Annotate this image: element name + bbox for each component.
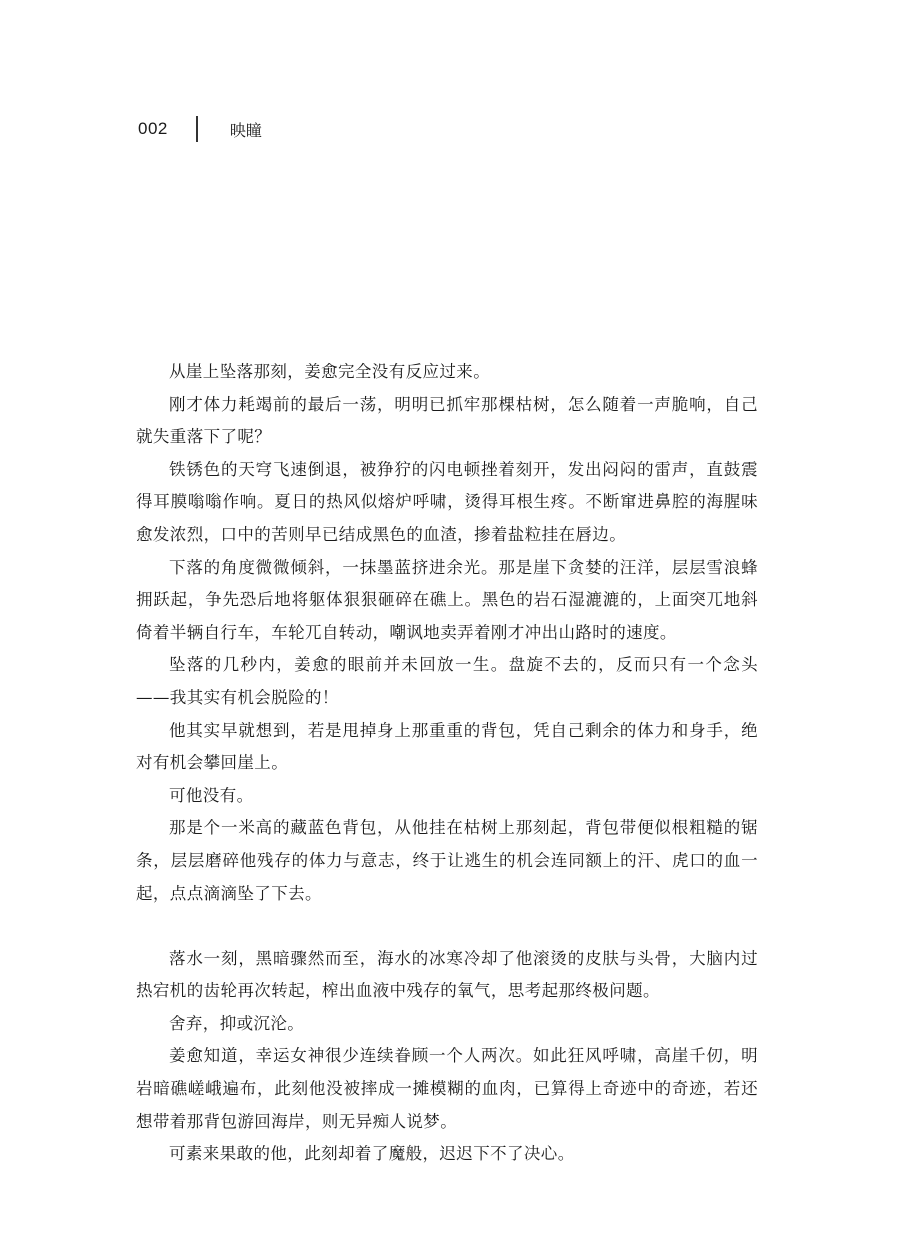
paragraph: 那是个一米高的藏蓝色背包，从他挂在枯树上那刻起，背包带便似根粗糙的锯条，层层磨碎他残存的体力与意志，终于让逃生的机会连同额上的汗、虎口的血一起，点点滴滴坠了下去。: [136, 818, 758, 903]
page-number: 002: [138, 119, 168, 138]
paragraph: 下落的角度微微倾斜，一抹墨蓝挤进余光。那是崖下贪婪的汪洋，层层雪浪蜂拥跃起，争先恐后地将躯体狠狠砸碎在礁上。黑色的岩石湿漉漉的，上面突兀地斜倚着半辆自行车，车轮兀自转动，嘲讽地卖弄着刚才冲出山路时的速度。: [136, 557, 758, 642]
paragraph: 铁锈色的天穹飞速倒退，被狰狞的闪电顿挫着刻开，发出闷闷的雷声，直鼓震得耳膜嗡嗡作响。夏日的热风似熔炉呼啸，烫得耳根生疼。不断窜进鼻腔的海腥味愈发浓烈，口中的苦则早已结成黑色的血渣，掺着盐粒挂在唇边。: [136, 459, 758, 544]
running-head: [138, 116, 262, 142]
body-text: [136, 356, 758, 1171]
paragraph: 可他没有。: [169, 785, 254, 805]
book-title: 映瞳: [229, 120, 262, 140]
paragraph: 他其实早就想到，若是甩掉身上那重重的背包，凭自己剩余的体力和身手，绝对有机会攀回崖上。: [136, 720, 758, 773]
paragraph: 坠落的几秒内，姜愈的眼前并未回放一生。盘旋不去的，反而只有一个念头——我其实有机会脱险的！: [136, 655, 758, 707]
header-divider: [196, 116, 198, 142]
paragraph: 落水一刻，黑暗骤然而至，海水的冰寒冷却了他滚烫的皮肤与头骨，大脑内过热宕机的齿轮再次转起，榨出血液中残存的氧气，思考起那终极问题。: [136, 948, 758, 1001]
paragraph: 刚才体力耗竭前的最后一荡，明明已抓牢那棵枯树，怎么随着一声脆响，自己就失重落下了呢？: [136, 394, 758, 447]
paragraph: 可素来果敢的他，此刻却着了魔般，迟迟下不了决心。: [169, 1144, 575, 1164]
paragraph: 从崖上坠落那刻，姜愈完全没有反应过来。: [169, 362, 491, 381]
paragraph: 舍弃，抑或沉沦。: [169, 1013, 305, 1033]
paragraph: 姜愈知道，幸运女神很少连续眷顾一个人两次。如此狂风呼啸，高崖千仞，明岩暗礁嵯峨遍布，此刻他没被摔成一摊模糊的血肉，已算得上奇迹中的奇迹，若还想带着那背包游回海岸，则无异痴人说梦。: [136, 1046, 758, 1131]
